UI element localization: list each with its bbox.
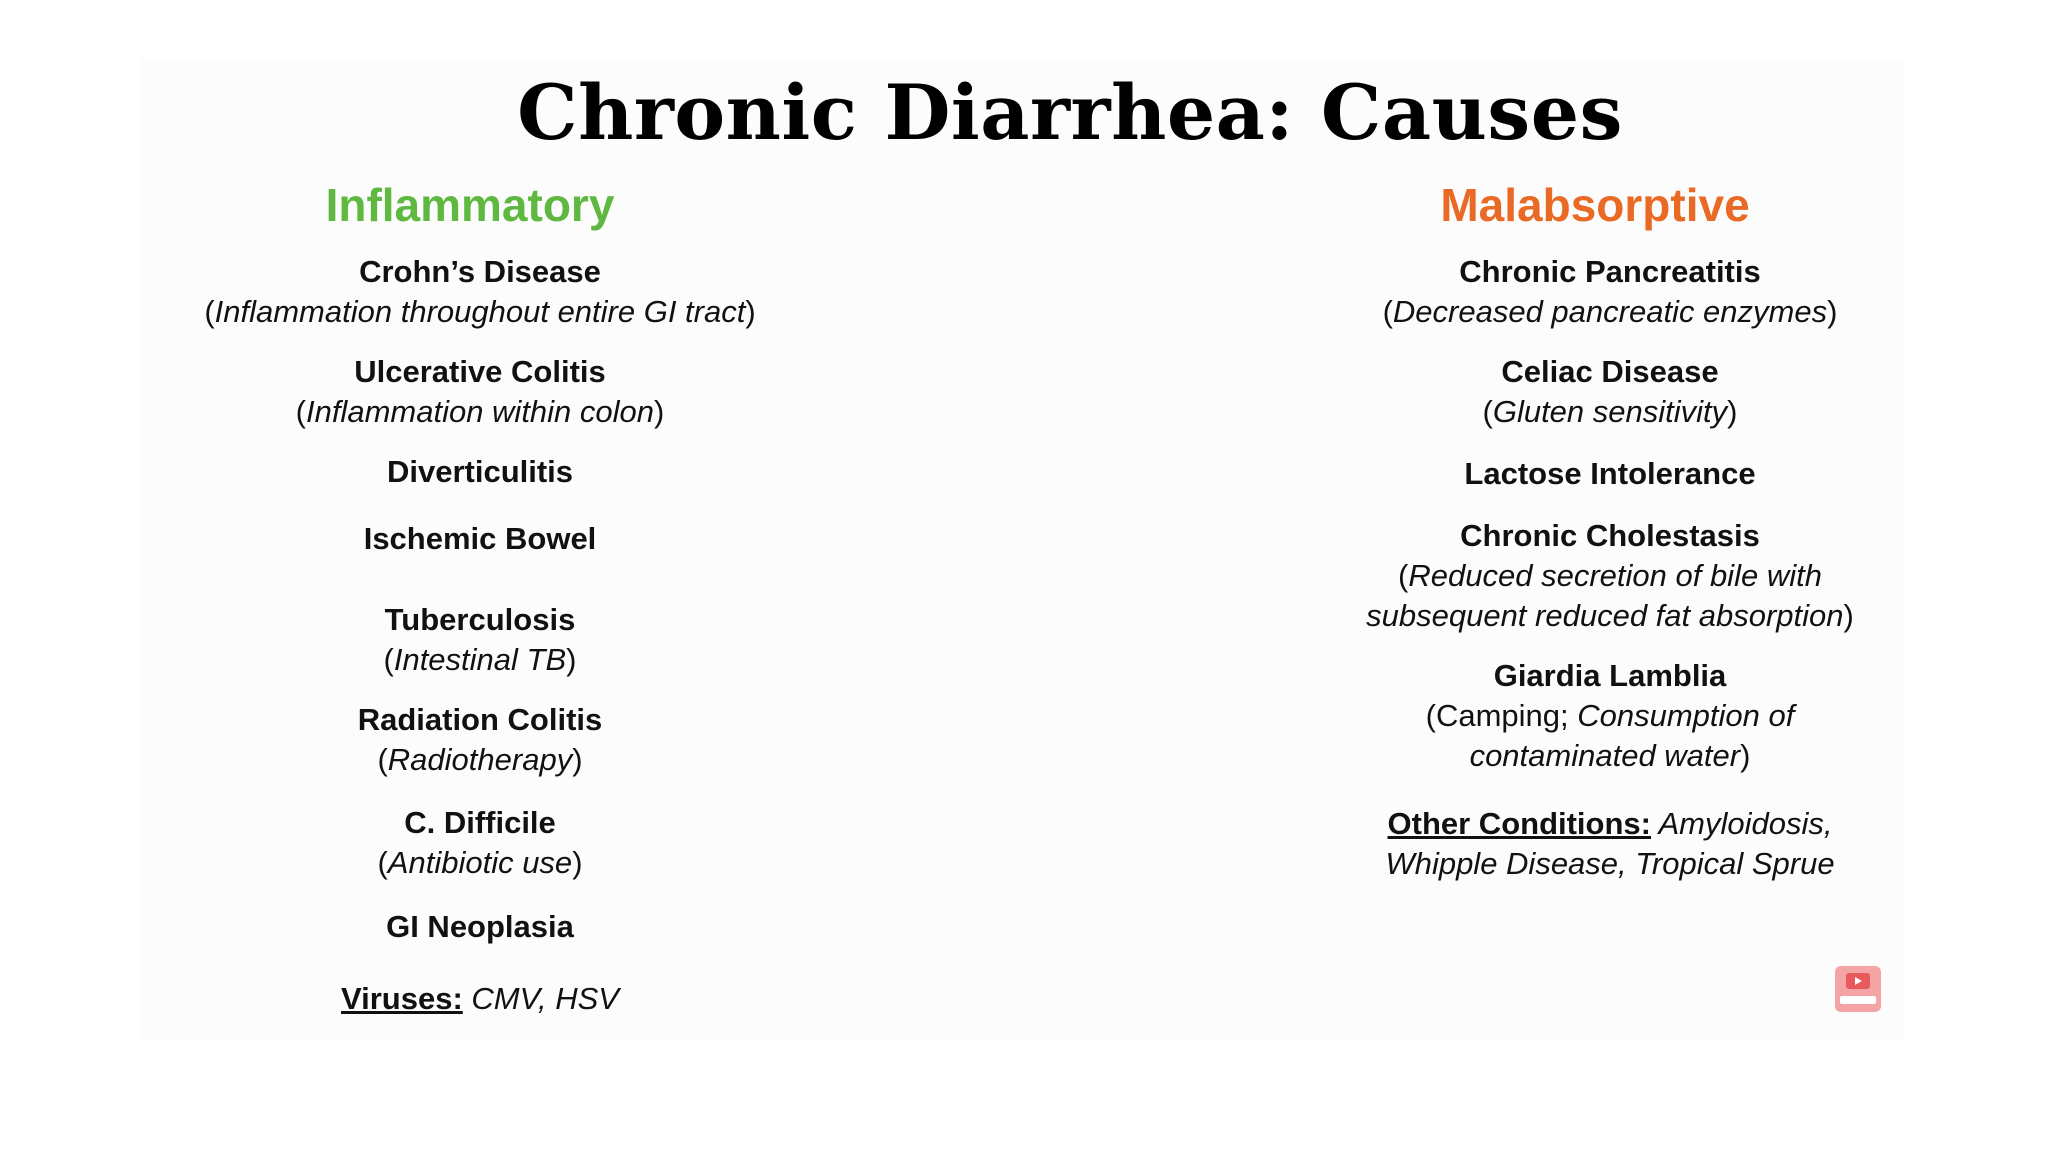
- item-desc: (Antibiotic use): [377, 845, 583, 880]
- viruses-label: Viruses:: [341, 981, 463, 1016]
- item-name: Lactose Intolerance: [1464, 456, 1756, 491]
- other-conditions-label: Other Conditions:: [1387, 806, 1651, 841]
- list-item: [1310, 352, 1910, 432]
- list-item: [140, 519, 820, 559]
- inflammatory-heading: Inflammatory: [325, 179, 615, 231]
- item-desc: (Gluten sensitivity): [1482, 394, 1738, 429]
- list-item: [1310, 252, 1910, 332]
- list-item: [1310, 516, 1910, 636]
- list-item: [140, 600, 820, 680]
- other-conditions: [1310, 804, 1910, 884]
- subscribe-bar: [1840, 996, 1876, 1004]
- item-name: Diverticulitis: [386, 454, 574, 489]
- item-desc: (Reduced secretion of bile with: [1398, 558, 1822, 593]
- list-item: [140, 252, 820, 332]
- list-item: [140, 803, 820, 883]
- item-desc: contaminated water): [1469, 738, 1751, 773]
- other-conditions-text: Amyloidosis,: [1651, 806, 1833, 841]
- item-desc: (Intestinal TB): [383, 642, 577, 677]
- other-conditions-text: Whipple Disease, Tropical Sprue: [1385, 846, 1835, 881]
- list-item: [1310, 656, 1910, 776]
- subscribe-icon[interactable]: [1835, 966, 1881, 1012]
- item-name: Celiac Disease: [1501, 354, 1719, 389]
- list-item: [140, 907, 820, 947]
- viruses-text: CMV, HSV: [462, 981, 619, 1016]
- slide-title: Chronic Diarrhea: Causes: [517, 68, 1623, 157]
- viruses-line: [140, 979, 820, 1019]
- item-desc: (Inflammation throughout entire GI tract): [204, 294, 756, 329]
- item-name: Ischemic Bowel: [363, 521, 597, 556]
- list-item: [140, 352, 820, 432]
- item-desc: (Radiotherapy): [377, 742, 583, 777]
- item-name: C. Difficile: [404, 805, 556, 840]
- item-desc: (Decreased pancreatic enzymes): [1382, 294, 1838, 329]
- item-name: Tuberculosis: [384, 602, 576, 637]
- list-item: [1310, 454, 1910, 494]
- item-desc: (Camping; Consumption of: [1425, 698, 1795, 733]
- play-icon: [1846, 973, 1870, 989]
- item-desc: subsequent reduced fat absorption): [1366, 598, 1854, 633]
- item-name: Ulcerative Colitis: [354, 354, 606, 389]
- item-name: Giardia Lamblia: [1493, 658, 1727, 693]
- item-name: Radiation Colitis: [357, 702, 603, 737]
- item-name: Chronic Pancreatitis: [1459, 254, 1761, 289]
- list-item: [140, 700, 820, 780]
- item-name: Crohn’s Disease: [359, 254, 601, 289]
- item-name: Chronic Cholestasis: [1460, 518, 1760, 553]
- item-desc: (Inflammation within colon): [295, 394, 665, 429]
- malabsorptive-heading: Malabsorptive: [1440, 179, 1750, 231]
- list-item: [140, 452, 820, 492]
- item-name: GI Neoplasia: [386, 909, 574, 944]
